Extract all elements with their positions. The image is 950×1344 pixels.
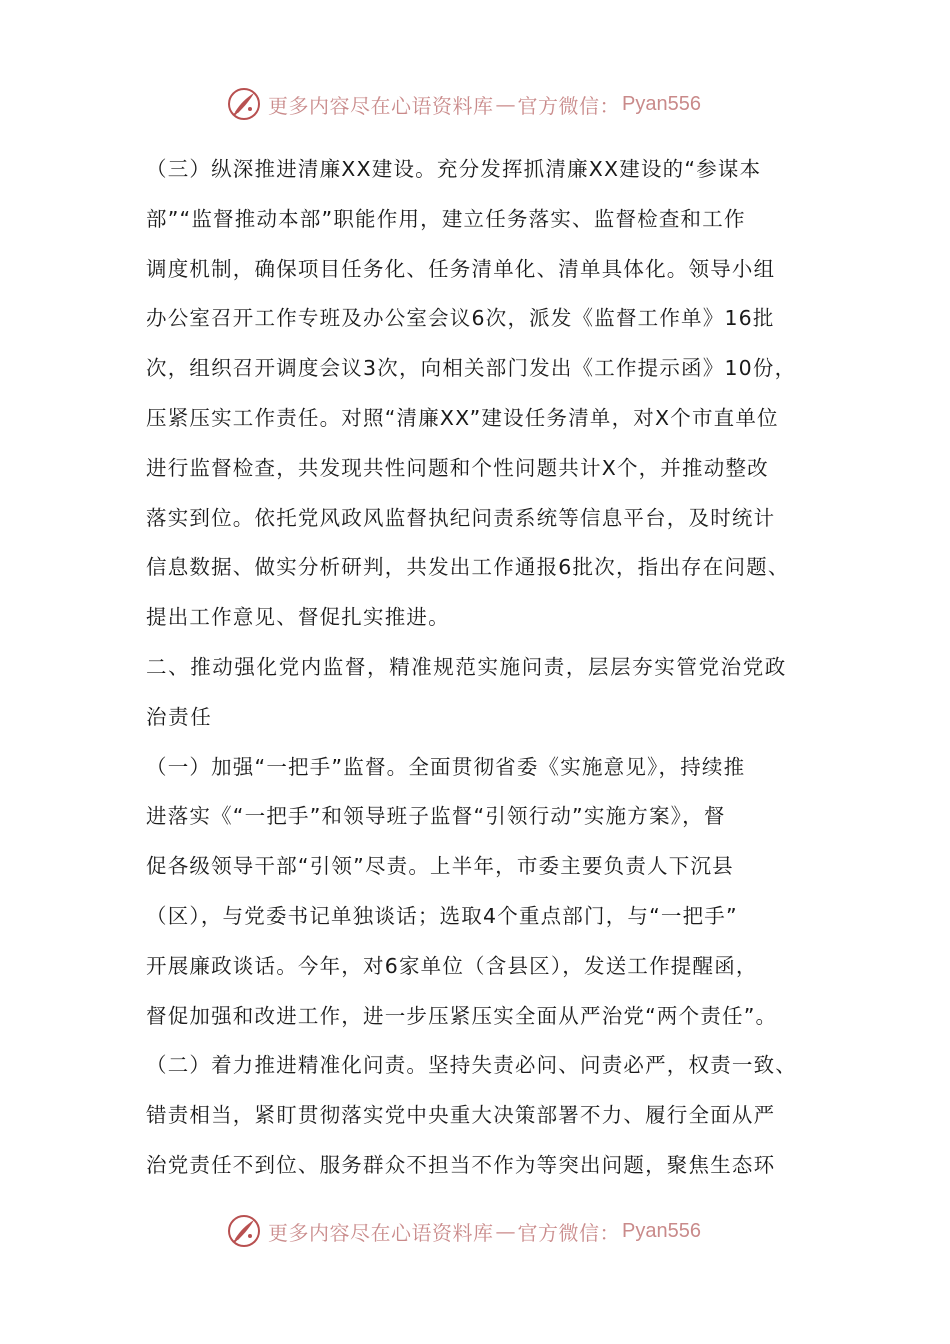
paragraph-line: 次，组织召开调度会议3次，向相关部门发出《工作提示函》10份， (146, 356, 797, 381)
paragraph-line: 进落实《“一把手”和领导班子监督“引领行动”实施方案》，督 (146, 804, 726, 829)
paragraph-line: 提出工作意见、督促扎实推进。 (146, 605, 450, 630)
watermark-dash: — (495, 1219, 516, 1243)
watermark-banner-top (226, 84, 701, 124)
watermark-text: 更多内容尽在心语资料库 (268, 93, 494, 118)
paragraph-line: 督促加强和改进工作，进一步压紧压实全面从严治党“两个责任”。 (146, 1003, 778, 1028)
paragraph-line: 治党责任不到位、服务群众不担当不作为等突出问题，聚焦生态环 (146, 1152, 776, 1177)
watermark-account-label: 官方微信： (517, 93, 620, 118)
paragraph-line: 错责相当，紧盯贯彻落实党中央重大决策部署不力、履行全面从严 (146, 1103, 776, 1128)
paragraph-line: 调度机制，确保项目任务化、任务清单化、清单具体化。领导小组 (146, 256, 776, 281)
section-heading-line: 二、推动强化党内监督，精准规范实施问责，层层夯实管党治党政 (146, 654, 787, 679)
watermark-account-id: Pyan556 (622, 92, 701, 115)
paragraph-line: 开展廉政谈话。今年，对6家单位（含县区），发送工作提醒函， (146, 953, 758, 978)
paragraph-line: 信息数据、做实分析研判，共发出工作通报6批次，指出存在问题、 (146, 555, 790, 580)
paragraph-line: （三）纵深推进清廉XX建设。充分发挥抓清廉XX建设的“参谋本 (146, 157, 762, 181)
paragraph-line: 办公室召开工作专班及办公室会议6次，派发《监督工作单》16批 (146, 306, 775, 331)
paragraph-line: 部”“监督推动本部”职能作用，建立任务落实、监督检查和工作 (146, 206, 746, 231)
paragraph-line: 进行监督检查，共发现共性问题和个性问题共计X个，并推动整改 (146, 455, 769, 480)
quill-logo-icon (226, 1213, 262, 1249)
quill-logo-icon (226, 86, 262, 122)
watermark-dash: — (495, 92, 516, 116)
paragraph-line: 落实到位。依托党风政风监督执纪问责系统等信息平台，及时统计 (146, 505, 776, 530)
paragraph-line: （二）着力推进精准化问责。坚持失责必问、问责必严，权责一致、 (146, 1053, 797, 1078)
document-body (146, 145, 826, 1191)
paragraph-line: （区），与党委书记单独谈话；选取4个重点部门，与“一把手” (146, 903, 738, 928)
section-heading-line: 治责任 (146, 704, 213, 729)
paragraph-line: 促各级领导干部“引领”尽责。上半年，市委主要负责人下沉县 (146, 854, 734, 879)
watermark-account-id: Pyan556 (622, 1219, 701, 1242)
watermark-banner-bottom (226, 1211, 701, 1251)
watermark-account-label: 官方微信： (517, 1220, 620, 1245)
paragraph-line: 压紧压实工作责任。对照“清廉XX”建设任务清单，对X个市直单位 (146, 405, 779, 430)
paragraph-line: （一）加强“一把手”监督。全面贯彻省委《实施意见》，持续推 (146, 754, 746, 779)
watermark-text: 更多内容尽在心语资料库 (268, 1220, 494, 1245)
